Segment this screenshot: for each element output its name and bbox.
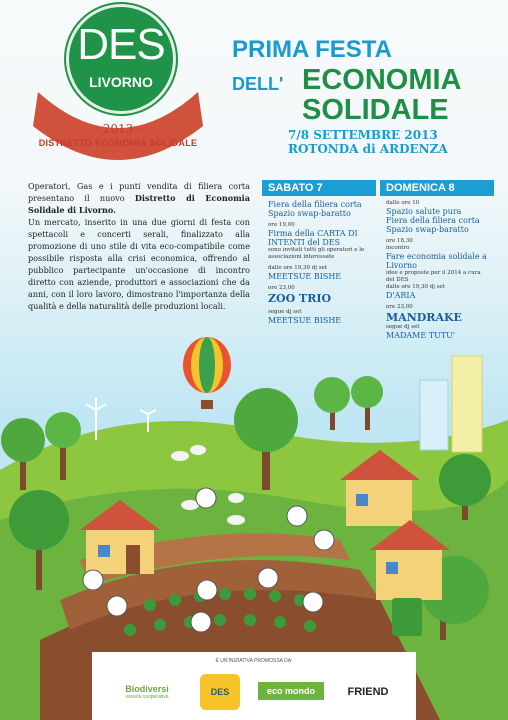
sun-time: ore 18,30: [386, 238, 413, 244]
sponsor-ecomondo-name: eco mondo: [266, 686, 315, 696]
balloon: [183, 337, 231, 409]
sun-headliner: MANDRAKE: [386, 311, 462, 324]
logo-city: LIVORNO: [89, 74, 153, 90]
event-dates: [288, 128, 498, 156]
sponsor-biodiversi-name: Biodiversi: [125, 684, 169, 694]
intro-p1a: Operatori, Gas e i punti vendita di filiera corta presentano il nuovo: [28, 181, 250, 203]
sun-event: D'ARIA: [386, 291, 416, 300]
sun-event: Spazio swap-baratto: [386, 225, 469, 234]
sponsor-biodiversi: [112, 674, 182, 710]
sat-time: ore 23,00: [268, 285, 295, 291]
logo-title: DES: [77, 20, 165, 69]
title-line1: PRIMA FESTA: [232, 36, 392, 63]
logo-district: DISTRETTO ECONOMIA SOLIDALE: [38, 138, 198, 148]
saturday-program: [262, 180, 376, 331]
title-line2a: DELL': [232, 74, 284, 94]
sun-event: MADAME TUTU': [386, 331, 456, 340]
logo-year: - 2013 -: [94, 122, 142, 136]
title-line2b: ECONOMIA: [302, 64, 462, 96]
sun-event: Fare economia solidale a Livorno: [386, 252, 487, 270]
sun-time: dalle ore 19,30 dj set: [386, 284, 446, 290]
sun-event: Fiera della filiera corta: [386, 216, 480, 225]
sponsor-biodiversi-sub: società cooperativa: [125, 694, 169, 700]
sun-note: idee e proposte per il 2014 a cura del DES: [386, 270, 481, 283]
saturday-header: SABATO 7: [262, 180, 376, 196]
sun-time: dalle ore 10: [386, 200, 420, 206]
dates-line2: ROTONDA di ARDENZA: [288, 142, 448, 156]
sponsor-friend: [338, 674, 398, 710]
des-logo: [28, 4, 208, 164]
sat-event: Fiera della filiera corta: [268, 200, 362, 209]
sat-time: segue dj set: [268, 309, 302, 315]
dates-line1: 7/8 SETTEMBRE 2013: [288, 128, 438, 142]
sunday-header: DOMENICA 8: [380, 180, 494, 196]
sat-time: ore 19,00: [268, 222, 295, 228]
sponsor-des: [200, 674, 240, 710]
title-line3: SOLIDALE: [302, 94, 449, 126]
sponsor-friend-name: FRIEND: [347, 686, 389, 698]
sat-event: MEETSUE BISHE: [268, 316, 342, 325]
sun-time: incontro: [386, 245, 410, 251]
sponsors-footer: [92, 652, 416, 720]
sat-headliner: ZOO TRIO: [268, 292, 332, 305]
intro-p2: Un mercato, inserito in una due giorni di festa con spettacoli e concerti serali, finalizzato alla promozione di uno stile di vita eco-compatibile come possibile risposta alla crisi economica, offrendo al pubblico partecipante un'occasione di incontro diretto con aziende, produttori e associazioni che da anni, con il loro lavoro, dimostrano l'importanza della qualità e della naturalità delle produzioni locali.: [28, 217, 250, 311]
intro-p1b: Distretto di Economia Solidale di Livorno.: [28, 193, 250, 215]
sun-time: ore 23,00: [386, 304, 413, 310]
sun-time: segue dj set: [386, 324, 420, 330]
sponsor-ecomondo: [258, 682, 324, 700]
sat-event: Firma della CARTA DI INTENTI del DES: [268, 229, 358, 247]
sunday-program: [380, 180, 494, 346]
sponsors-note: È UN'INIZIATIVA PROMOSSA DA:: [215, 658, 293, 664]
sat-note: sono invitati tutti gli operatori e le associazioni interessate: [268, 247, 365, 260]
sat-event: Spazio swap-baratto: [268, 209, 351, 218]
intro-text: [28, 180, 250, 312]
sponsor-des-name: DES: [210, 687, 230, 697]
sat-time: dalle ore 19,30 dj set: [268, 265, 328, 271]
sat-event: MEETSUE BISHE: [268, 272, 342, 281]
sun-event: Spazio salute pura: [386, 207, 462, 216]
